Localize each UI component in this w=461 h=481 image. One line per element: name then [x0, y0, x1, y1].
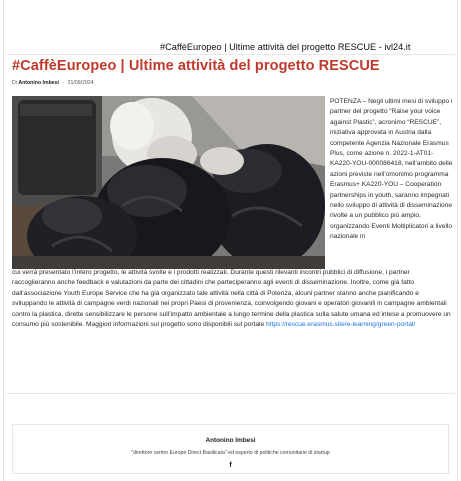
byline-separator: - — [62, 80, 65, 86]
article-intro-text: POTENZA – Negli ultimi mesi di sviluppo i partner del progetto “Raise your voice against Plastic”, acronimo “RESCUE”, iniziativa approvata in Austria dalla competente Agenzia Nazionale Erasmus Plus, come azione n. 2022-1-AT01-KA220-YOU-000086418, nell’ambito delle azioni previste nell’omonimo programma Erasmus+ KA220-YOU – Cooperation partnerships in youth, saranno impegnati nello sviluppo di attività di disseminazione rivolte a un pubblico più ampio, organizzando Eventi Moltiplicatori a livello nazionale in — [330, 98, 453, 241]
green-portal-link[interactable]: https://rescue.erasmus.site/e-learning/green-portal/ — [266, 321, 416, 329]
article-byline — [12, 80, 94, 86]
author-box-description: "direttore centro Europe Direct Basilicata" ed esperto di politiche comunitarie di startup — [131, 450, 330, 456]
author-box — [12, 424, 449, 474]
author-box-name[interactable]: Antonino Imbesi — [205, 437, 256, 444]
byline-prefix: Di — [12, 80, 17, 86]
byline-date: 21/09/2024 — [67, 80, 94, 86]
article-body-text — [12, 268, 454, 330]
header-divider — [6, 54, 455, 55]
facebook-icon[interactable]: f — [229, 462, 232, 469]
article-end-divider — [6, 393, 455, 394]
plastic-bags-photo — [12, 96, 325, 269]
byline-author-link[interactable]: Antonino Imbesi — [18, 80, 59, 86]
article-image — [12, 96, 325, 269]
page-title: #CaffèEuropeo | Ultime attività del progetto RESCUE — [12, 58, 380, 74]
site-header-title[interactable]: #CaffèEuropeo | Ultime attività del progetto RESCUE - ivl24.it — [160, 42, 411, 52]
article-body-paragraph: cui verrà presentato l’intero progetto, le attività svolte e i prodotti realizzati. Durante questi rilevanti incontri pubblici di diffusione, i partner raccoglieranno anche feedback e valutazioni da parte dei cittadini che parteciperanno agli eventi di disseminazione. Inoltre, come già fatto dall’associazione Youth Europe Service che ha già organizzato tale attività nella città di Potenza, alcuni partner stanno anche pianificando e sviluppando le attività di campagne verdi nazionali nei propri Paesi di provenienza, coinvolgendo giovani e operatori giovanili in campagne ambientali contro la plastica, dirette sensibilizzare le persone sull’impatto ambientale a lungo termine della plastica sulla salute umana ed intese a promuovere un consumo più sostenibile. Maggiori informazioni sul progetto sono disponibili sul portale — [12, 269, 451, 329]
